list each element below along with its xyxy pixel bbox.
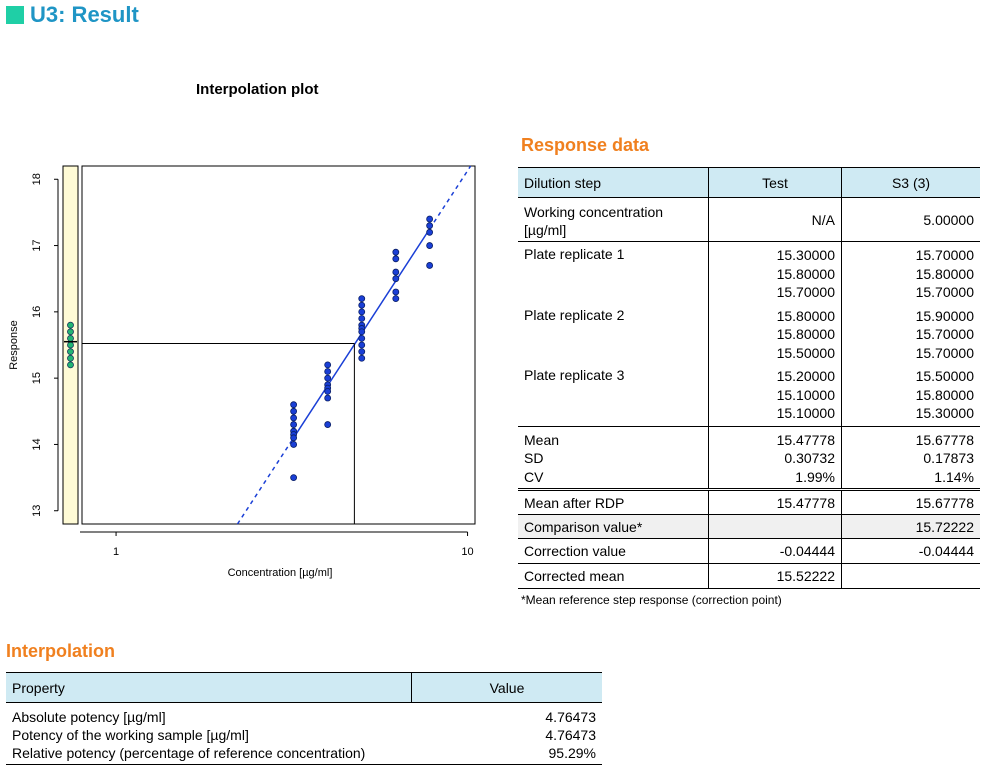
mean-rdp-s3: 15.67778 — [842, 490, 981, 515]
interpolation-plot — [0, 150, 480, 590]
rep3-test-3: 15.10000 — [776, 405, 835, 421]
corrected-test: 15.52222 — [709, 564, 842, 589]
interpolation-header-row — [6, 673, 602, 703]
data-point-1-2 — [325, 375, 331, 381]
rep1-test-1: 15.30000 — [776, 247, 835, 263]
replicate-1-label: Plate replicate 1 — [524, 246, 625, 262]
rep3-s3-2: 15.80000 — [915, 386, 974, 403]
correction-s3: -0.04444 — [842, 539, 981, 564]
mean-after-rdp-row — [518, 490, 980, 515]
stat-mean-test: 15.47778 — [776, 431, 835, 448]
data-point-1-6 — [325, 395, 331, 401]
corrected-label: Corrected mean — [518, 564, 709, 589]
stat-cv-label: CV — [524, 468, 544, 485]
data-point-1-7 — [325, 422, 331, 428]
data-point-0-6 — [291, 435, 297, 441]
mean-rdp-label: Mean after RDP — [518, 490, 709, 515]
data-point-0-1 — [291, 408, 297, 414]
data-point-0-0 — [291, 402, 297, 408]
rep1-test-2: 15.80000 — [776, 265, 835, 282]
working-concentration-label: Working concentration [µg/ml] — [518, 198, 709, 242]
y-tick-label-3: 16 — [31, 305, 43, 318]
correction-test: -0.04444 — [709, 539, 842, 564]
data-point-2-3 — [359, 315, 365, 321]
stat-cv-s3: 1.14% — [934, 468, 974, 485]
interp-row-relative — [6, 744, 602, 765]
stat-sd-s3: 0.17873 — [923, 450, 974, 466]
data-point-4-1 — [427, 223, 433, 229]
y-tick-label-4: 17 — [31, 239, 43, 252]
rep1-test-3: 15.70000 — [776, 284, 835, 300]
comparison-s3: 15.72222 — [842, 515, 981, 539]
data-point-4-3 — [427, 243, 433, 249]
data-point-1-1 — [325, 369, 331, 375]
rep3-test-2: 15.10000 — [776, 386, 835, 403]
data-point-4-0 — [427, 216, 433, 222]
rep1-s3-2: 15.80000 — [915, 265, 974, 282]
mean-rdp-test: 15.47778 — [709, 490, 842, 515]
x-tick-label-1: 10 — [461, 546, 474, 558]
title-accent-square — [6, 6, 24, 24]
reference-point-2 — [68, 335, 74, 341]
rep2-s3-2: 15.70000 — [915, 326, 974, 342]
corrected-s3 — [842, 564, 981, 589]
fit-extension-low — [237, 438, 293, 524]
reference-point-4 — [68, 349, 74, 355]
stat-mean-s3: 15.67778 — [915, 431, 974, 448]
reference-point-3 — [68, 342, 74, 348]
rep1-s3-1: 15.70000 — [915, 247, 974, 263]
correction-value-row — [518, 539, 980, 564]
replicate-row-1 — [518, 242, 980, 302]
stat-mean-label: Mean — [524, 431, 560, 448]
rep2-s3-1: 15.90000 — [915, 307, 974, 324]
x-axis-label: Concentration [µg/ml] — [227, 567, 333, 579]
data-point-3-0 — [393, 249, 399, 255]
data-point-2-2 — [359, 309, 365, 315]
replicate-row-3 — [518, 362, 980, 426]
y-tick-label-5: 18 — [30, 173, 43, 186]
header-value: Value — [412, 673, 603, 703]
rep3-s3-3: 15.30000 — [915, 405, 974, 421]
reference-point-0 — [68, 322, 74, 328]
absolute-potency-value: 4.76473 — [545, 709, 596, 725]
x-tick-label-0: 1 — [113, 546, 120, 558]
reference-point-6 — [68, 362, 74, 368]
data-point-0-8 — [291, 475, 297, 481]
data-point-2-8 — [359, 342, 365, 348]
reference-point-5 — [68, 355, 74, 361]
interpolation-table — [6, 672, 602, 765]
data-point-3-2 — [393, 269, 399, 275]
stats-row — [518, 426, 980, 490]
replicate-3-label: Plate replicate 3 — [518, 362, 709, 426]
data-point-0-7 — [291, 441, 297, 447]
data-point-2-0 — [359, 296, 365, 302]
fit-extension-high — [430, 166, 471, 229]
data-point-0-3 — [291, 422, 297, 428]
reference-point-1 — [68, 329, 74, 335]
rep3-s3-1: 15.50000 — [915, 368, 974, 384]
data-point-2-1 — [359, 302, 365, 308]
data-point-2-9 — [359, 349, 365, 355]
comparison-label: Comparison value* — [518, 515, 709, 539]
absolute-potency-label: Absolute potency [µg/ml] — [12, 709, 166, 725]
data-point-3-4 — [393, 289, 399, 295]
rep3-test-1: 15.20000 — [776, 368, 835, 384]
response-header-row — [518, 168, 980, 198]
comparison-value-row — [518, 515, 980, 539]
comparison-test — [709, 515, 842, 539]
interp-row-working — [6, 726, 602, 744]
data-point-1-0 — [325, 362, 331, 368]
stat-sd-test: 0.30732 — [784, 450, 835, 466]
interp-row-absolute — [6, 703, 602, 727]
plot-title: Interpolation plot — [196, 81, 319, 98]
correction-label: Correction value — [518, 539, 709, 564]
data-point-2-7 — [359, 335, 365, 341]
response-data-heading: Response data — [521, 135, 650, 155]
data-point-3-5 — [393, 296, 399, 302]
replicate-2-label: Plate replicate 2 — [524, 306, 625, 323]
data-point-4-2 — [427, 229, 433, 235]
stat-sd-label: SD — [524, 450, 544, 466]
header-dilution-step: Dilution step — [518, 168, 709, 198]
corrected-mean-row — [518, 564, 980, 589]
working-potency-label: Potency of the working sample [µg/ml] — [12, 727, 249, 743]
header-property: Property — [6, 673, 412, 703]
working-potency-value: 4.76473 — [545, 727, 596, 743]
y-axis-label: Response — [8, 320, 20, 370]
data-point-3-3 — [393, 276, 399, 282]
data-point-2-6 — [359, 329, 365, 335]
rep2-test-3: 15.50000 — [776, 344, 835, 361]
rep1-s3-3: 15.70000 — [915, 284, 974, 300]
data-point-1-5 — [325, 388, 331, 394]
working-concentration-row — [518, 198, 980, 242]
data-point-0-2 — [291, 415, 297, 421]
y-tick-label-0: 13 — [31, 504, 43, 517]
relative-potency-label: Relative potency (percentage of reference concentration) — [6, 744, 412, 765]
interpolation-heading: Interpolation — [6, 641, 115, 661]
y-tick-label-1: 14 — [31, 438, 43, 451]
working-concentration-test: N/A — [709, 198, 842, 242]
relative-potency-value: 95.29% — [412, 744, 603, 765]
data-point-4-4 — [427, 262, 433, 268]
working-concentration-s3: 5.00000 — [842, 198, 981, 242]
header-test: Test — [709, 168, 842, 198]
header-s3: S3 (3) — [842, 168, 981, 198]
plot-frame — [82, 166, 475, 524]
response-footnote: *Mean reference step response (correction point) — [521, 593, 782, 607]
data-point-3-1 — [393, 256, 399, 262]
rep2-test-2: 15.80000 — [776, 326, 835, 342]
rep2-s3-3: 15.70000 — [915, 344, 974, 361]
y-tick-label-2: 15 — [31, 372, 43, 385]
response-data-table — [518, 167, 980, 589]
page-title: U3: Result — [30, 2, 139, 27]
data-point-2-10 — [359, 355, 365, 361]
replicate-row-2 — [518, 302, 980, 363]
rep2-test-1: 15.80000 — [776, 307, 835, 324]
stat-cv-test: 1.99% — [795, 468, 835, 485]
